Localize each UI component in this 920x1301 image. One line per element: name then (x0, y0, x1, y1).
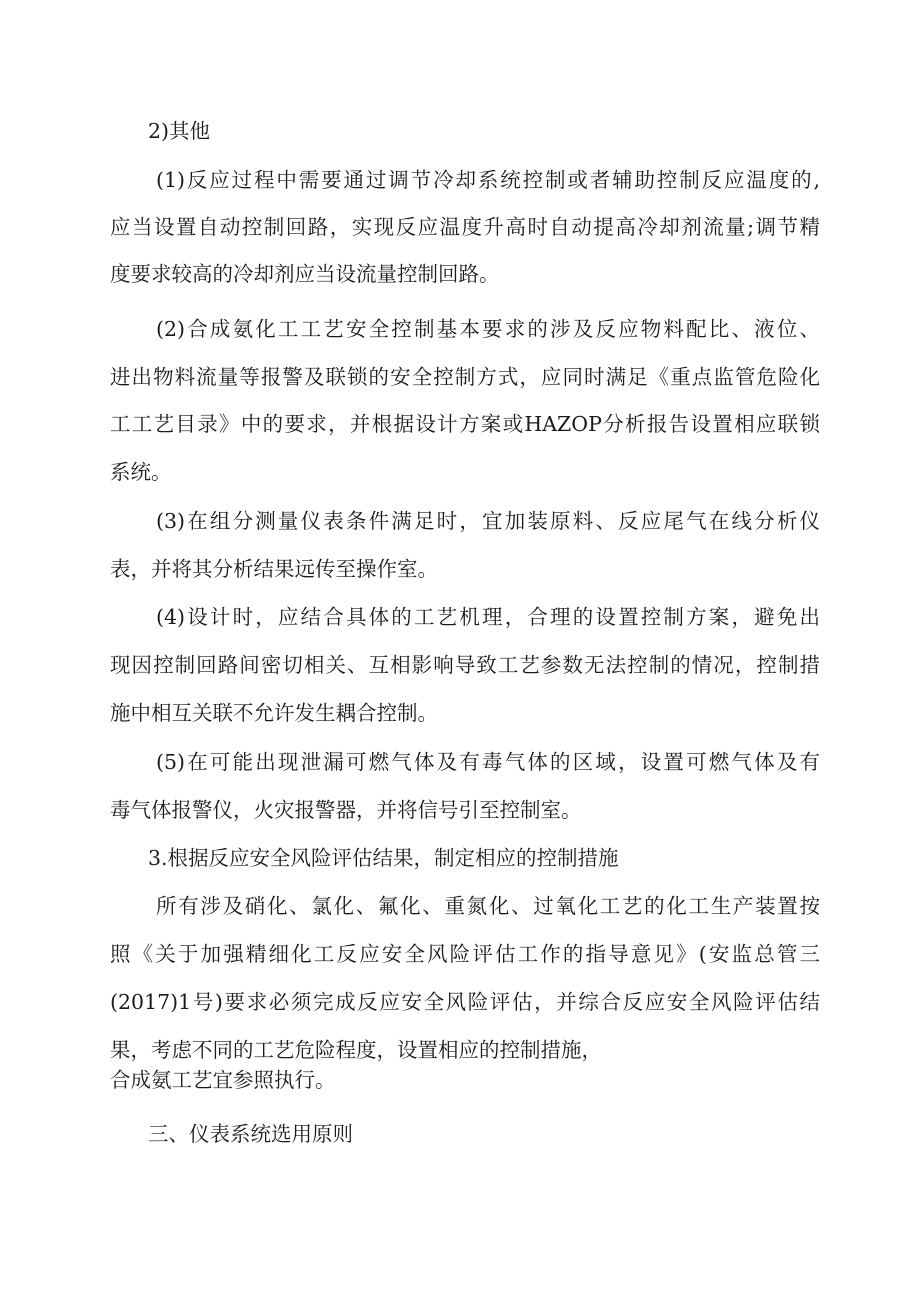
paragraph-2-line-4: 系统。 (110, 460, 172, 484)
paragraph-6-line-2: 照《关于加强精细化工反应安全风险评估工作的指导意见》(安监总管三 (110, 942, 820, 966)
paragraph-5-line-2: 毒气体报警仪，火灾报警器，并将信号引至控制室。 (110, 798, 582, 822)
paragraph-6-line-4: 果，考虑不同的工艺危险程度，设置相应的控制措施， (110, 1038, 602, 1062)
section-heading-instrument-principles: 三、仪表系统选用原则 (148, 1122, 353, 1146)
paragraph-6-line-1: 所有涉及硝化、氯化、氟化、重氮化、过氧化工艺的化工生产装置按 (156, 894, 820, 918)
paragraph-4-line-1: (4)设计时，应结合具体的工艺机理，合理的设置控制方案，避免出 (156, 605, 820, 629)
paragraph-4-line-3: 施中相互关联不允许发生耦合控制。 (110, 701, 438, 725)
paragraph-3-line-1: (3)在组分测量仪表条件满足时，宜加装原料、反应尾气在线分析仪 (156, 509, 820, 533)
paragraph-4-line-2: 现因控制回路间密切相关、互相影响导致工艺参数无法控制的情况，控制措 (110, 653, 820, 677)
paragraph-1-line-2: 应当设置自动控制回路，实现反应温度升高时自动提高冷却剂流量;调节精 (110, 215, 820, 239)
paragraph-1-line-1: (1)反应过程中需要通过调节冷却系统控制或者辅助控制反应温度的, (156, 168, 820, 192)
paragraph-3-line-2: 表，并将其分析结果远传至操作室。 (110, 557, 438, 581)
paragraph-1-line-3: 度要求较高的冷却剂应当设流量控制回路。 (110, 262, 500, 286)
paragraph-6-line-3: (2017)1号)要求必须完成反应安全风险评估，并综合反应安全风险评估结 (110, 990, 820, 1014)
section-heading-3: 3.根据反应安全风险评估结果，制定相应的控制措施 (148, 846, 619, 870)
paragraph-5-line-1: (5)在可能出现泄漏可燃气体及有毒气体的区域，设置可燃气体及有 (156, 750, 820, 774)
subheading-other: 2)其他 (148, 119, 211, 143)
paragraph-6-line-5: 合成氨工艺宜参照执行。 (110, 1068, 336, 1092)
paragraph-2-line-2: 进出物料流量等报警及联锁的安全控制方式，应同时满足《重点监管危险化 (110, 365, 820, 389)
paragraph-2-line-3: 工工艺目录》中的要求，并根据设计方案或HAZOP分析报告设置相应联锁 (110, 412, 820, 436)
paragraph-2-line-1: (2)合成氨化工工艺安全控制基本要求的涉及反应物料配比、液位、 (156, 317, 820, 341)
